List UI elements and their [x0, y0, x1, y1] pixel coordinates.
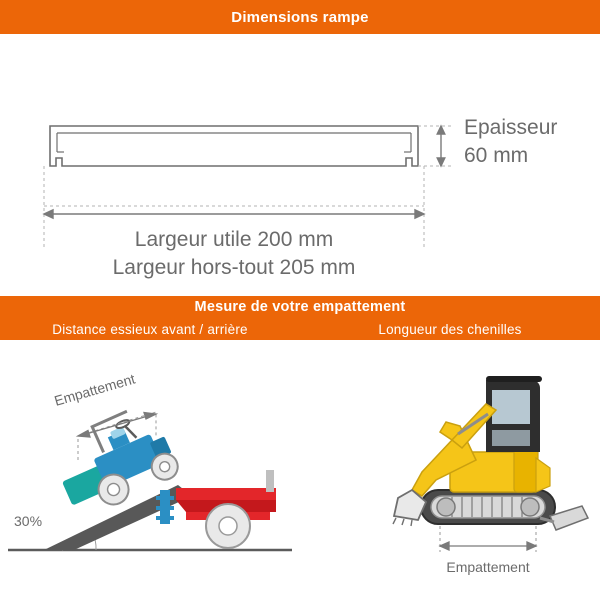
left-wheelbase-label: Empattement	[52, 370, 137, 409]
excavator-wheelbase-arrow	[440, 542, 536, 550]
wheelbase-excavator-panel	[300, 340, 600, 600]
left-panel-subtitle: Distance essieux avant / arrière	[52, 321, 248, 337]
ramp-profile-outline	[50, 126, 418, 166]
thickness-dimension-arrow	[437, 126, 445, 166]
right-panel-subtitle: Longueur des chenilles	[378, 321, 522, 337]
page-title: Dimensions rampe	[231, 8, 369, 26]
excavator-tracks	[421, 490, 555, 524]
excavator-wheelbase-dimension	[440, 526, 536, 552]
width-dimension-arrow	[44, 210, 424, 218]
ramp-profile-diagram	[0, 34, 600, 296]
useful-width-label: Largeur utile 200 mm	[134, 228, 334, 251]
total-width-label: Largeur hors-tout 205 mm	[112, 256, 356, 279]
slope-label: 30%	[14, 513, 43, 529]
section-subtitle-bar	[0, 318, 600, 340]
panels-container	[0, 340, 600, 600]
header-bar	[0, 0, 600, 34]
excavator-cab	[486, 376, 542, 452]
ramp-profile-inner-line	[57, 133, 411, 152]
trailer	[156, 470, 276, 548]
thickness-label-line2: 60 mm	[464, 144, 529, 167]
section-title-bar	[0, 296, 600, 318]
wheelbase-vehicle-panel	[0, 340, 300, 600]
thickness-label-line1: Epaisseur	[464, 116, 558, 139]
right-wheelbase-label: Empattement	[446, 559, 530, 575]
section-title: Mesure de votre empattement	[194, 299, 406, 315]
